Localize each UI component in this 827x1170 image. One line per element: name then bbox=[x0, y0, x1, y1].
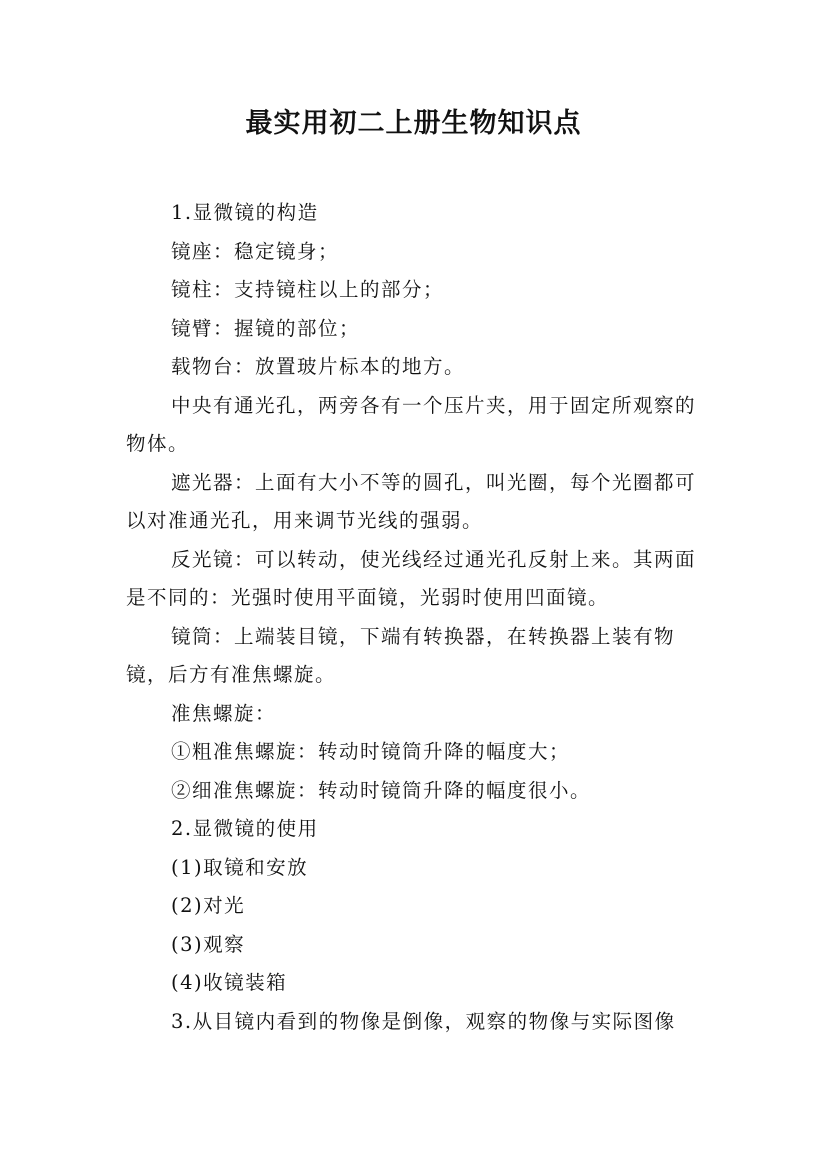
paragraph: 准焦螺旋： bbox=[171, 701, 277, 725]
paragraph: 遮光器：上面有大小不等的圆孔，叫光圈，每个光圈都可以对准通光孔，用来调节光线的强弱。 bbox=[126, 470, 697, 532]
paragraph: (4)收镜装箱 bbox=[171, 971, 288, 994]
paragraph: (3)观察 bbox=[171, 932, 246, 956]
paragraph: (2)对光 bbox=[171, 894, 246, 917]
paragraph: 镜柱：支持镜柱以上的部分； bbox=[171, 278, 445, 301]
paragraph: (1)取镜和安放 bbox=[171, 855, 309, 879]
paragraph: 中央有通光孔，两旁各有一个压片夹，用于固定所观察的物体。 bbox=[126, 393, 697, 455]
paragraph: 镜筒：上端装目镜，下端有转换器，在转换器上装有物镜，后方有准焦螺旋。 bbox=[126, 624, 676, 686]
paragraph: 3.从目镜内看到的物像是倒像，观察的物像与实际图像 bbox=[171, 1009, 676, 1033]
paragraph: 1.显微镜的构造 bbox=[171, 201, 319, 224]
paragraph: ②细准焦螺旋：转动时镜筒升降的幅度很小。 bbox=[171, 778, 592, 802]
paragraph: 镜臂：握镜的部位； bbox=[171, 316, 361, 340]
paragraph: 反光镜：可以转动，使光线经过通光孔反射上来。其两面是不同的：光强时使用平面镜，光弱时使用凹面镜。 bbox=[126, 547, 697, 609]
document-title: 最实用初二上册生物知识点 bbox=[245, 108, 582, 139]
document-body bbox=[126, 194, 704, 1041]
paragraph: 载物台：放置玻片标本的地方。 bbox=[171, 355, 466, 378]
paragraph: ①粗准焦螺旋：转动时镜筒升降的幅度大； bbox=[171, 740, 571, 763]
paragraph: 2.显微镜的使用 bbox=[171, 817, 319, 840]
paragraph: 镜座：稳定镜身； bbox=[171, 239, 340, 263]
